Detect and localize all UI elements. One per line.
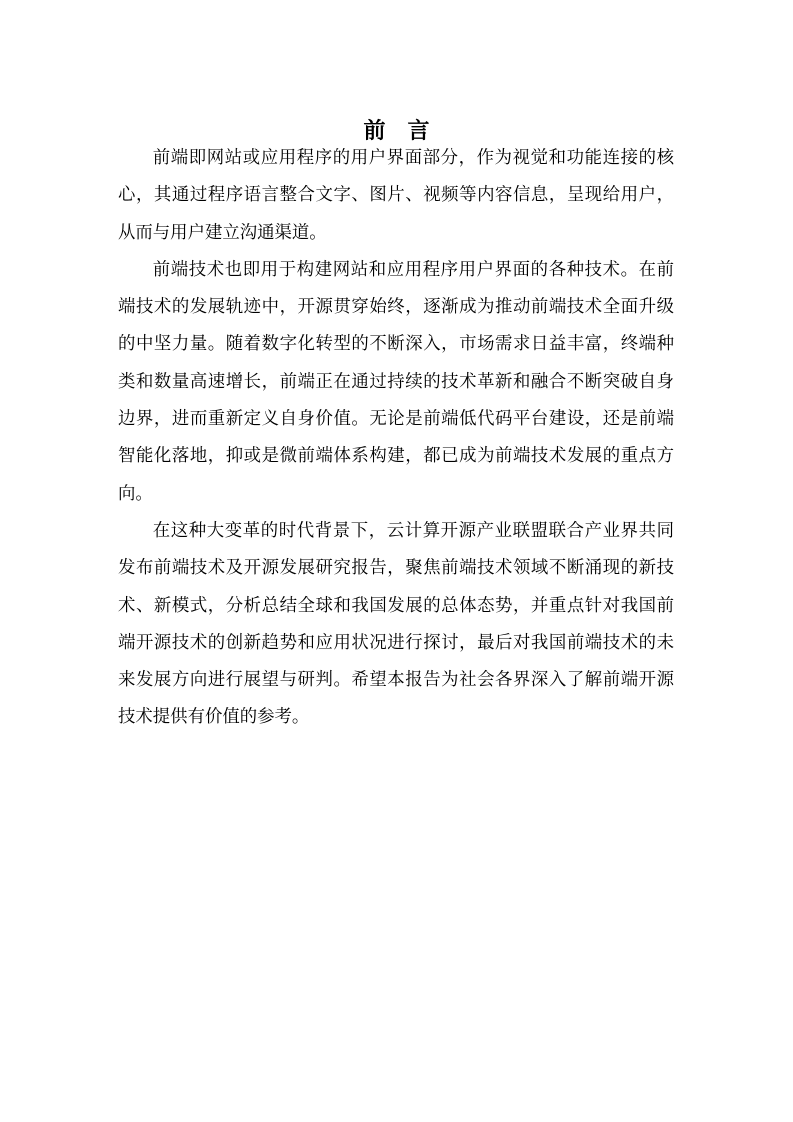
paragraph-2: 前端技术也即用于构建网站和应用程序用户界面的各种技术。在前端技术的发展轨迹中，开源贯穿始终，逐渐成为推动前端技术全面升级的中坚力量。随着数字化转型的不断深入，市场需求日益丰富，终端种类和数量高速增长，前端正在通过持续的技术革新和融合不断突破自身边界，进而重新定义自身价值。无论是前端低代码平台建设，还是前端智能化落地，抑或是微前端体系构建，都已成为前端技术发展的重点方向。 xyxy=(118,259,674,504)
paragraph-1: 前端即网站或应用程序的用户界面部分，作为视觉和功能连接的核心，其通过程序语言整合文字、图片、视频等内容信息，呈现给用户，从而与用户建立沟通渠道。 xyxy=(118,148,674,243)
paragraph-3: 在这种大变革的时代背景下，云计算开源产业联盟联合产业界共同发布前端技术及开源发展研究报告，聚焦前端技术领域不断涌现的新技术、新模式，分析总结全球和我国发展的总体态势，并重点针对我国前端开源技术的创新趋势和应用状况进行探讨，最后对我国前端技术的未来发展方向进行展望与研判。希望本报告为社会各界深入了解前端开源技术提供有价值的参考。 xyxy=(118,520,674,728)
document-body xyxy=(118,140,674,737)
page-title: 前言 xyxy=(363,118,452,144)
